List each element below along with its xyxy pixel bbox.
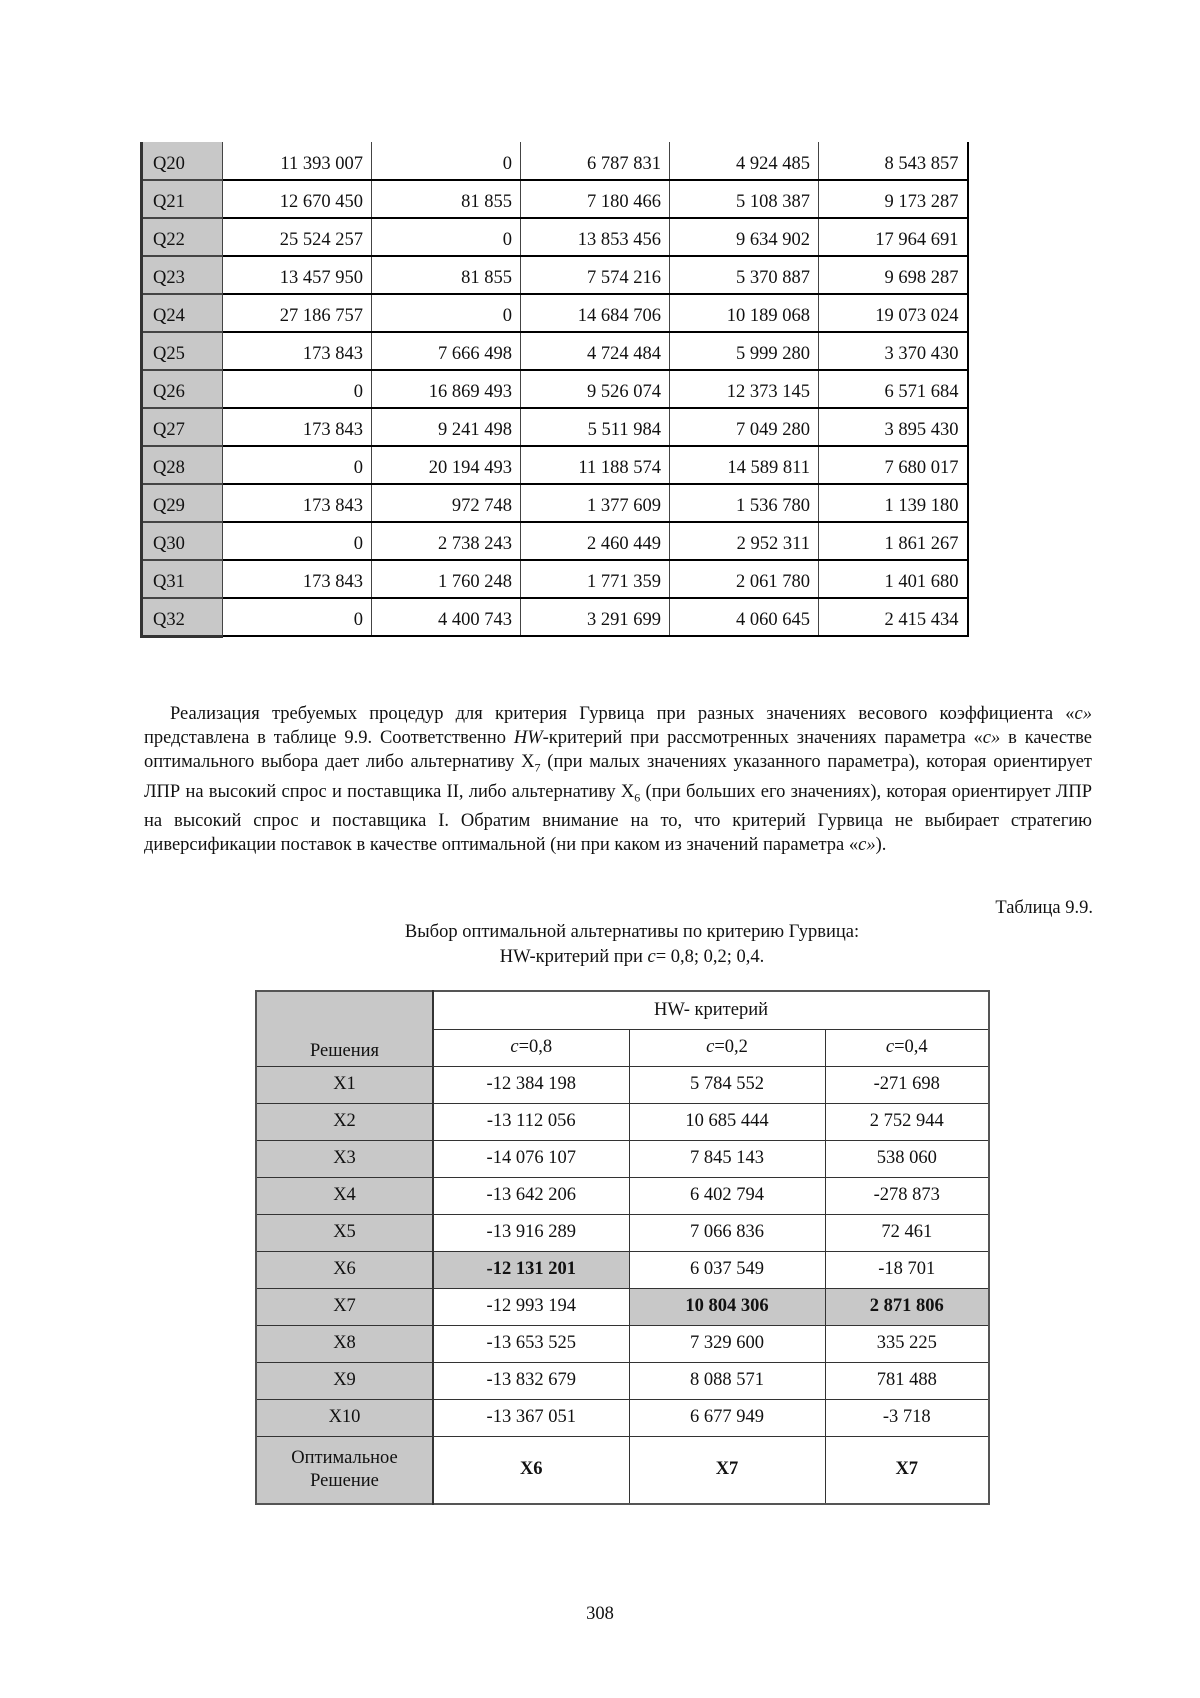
table-cell: 7 574 216 [521, 256, 670, 294]
table-row [142, 180, 968, 218]
table-cell: 4 724 484 [521, 332, 670, 370]
table-cell: 17 964 691 [819, 218, 968, 256]
criterion-value: -12 993 194 [433, 1288, 629, 1325]
table-cell: 4 060 645 [670, 598, 819, 636]
optimal-label-line-2: Решение [310, 1470, 379, 1491]
table-cell: 12 670 450 [223, 180, 372, 218]
table-row [256, 1214, 989, 1251]
table-cell: 0 [223, 522, 372, 560]
row-label: Q25 [142, 332, 223, 370]
table-cell: 9 698 287 [819, 256, 968, 294]
parameter-column-header [629, 1029, 825, 1066]
table-cell: 173 843 [223, 560, 372, 598]
row-label: Q31 [142, 560, 223, 598]
param-c: с» [858, 835, 876, 856]
row-label: Q32 [142, 598, 223, 636]
table-row [256, 1251, 989, 1288]
criterion-value: -13 642 206 [433, 1177, 629, 1214]
optimal-label-line-1: Оптимальное [291, 1447, 398, 1468]
table-row [142, 256, 968, 294]
param-value: =0,4 [894, 1037, 928, 1057]
table-row [142, 218, 968, 256]
table-cell: 7 049 280 [670, 408, 819, 446]
criterion-value: -18 701 [825, 1251, 989, 1288]
criterion-value: 6 402 794 [629, 1177, 825, 1214]
table-row [142, 142, 968, 180]
table-row [256, 1177, 989, 1214]
table-cell: 12 373 145 [670, 370, 819, 408]
table-cell: 5 999 280 [670, 332, 819, 370]
caption-line-2 [257, 945, 1007, 970]
table-cell: 7 666 498 [372, 332, 521, 370]
subscript: 7 [534, 760, 541, 775]
criterion-value: -13 653 525 [433, 1325, 629, 1362]
criterion-value: -3 718 [825, 1399, 989, 1436]
text-run: (при малых значениях указанного параметра), которая ориентирует ЛПР на высокий спрос и поставщика II, либо альтернативу Х [144, 752, 1092, 802]
row-label: Q21 [142, 180, 223, 218]
criterion-value: 6 677 949 [629, 1399, 825, 1436]
continuation-table-body [142, 142, 968, 636]
text-run: (при больших его значениях), которая ориентирует ЛПР на высокий спрос и поставщика I. Обратим внимание на то, что критерий Гурвица не выбирает стратегию диверсификации поставок в качестве оптимальной (ни при каком из значений параметра « [144, 781, 1092, 856]
decision-label: X4 [256, 1177, 433, 1214]
criterion-value: -13 367 051 [433, 1399, 629, 1436]
decision-label: X5 [256, 1214, 433, 1251]
table-cell: 13 853 456 [521, 218, 670, 256]
row-label: Q30 [142, 522, 223, 560]
table-cell: 19 073 024 [819, 294, 968, 332]
criterion-value: -13 832 679 [433, 1362, 629, 1399]
table-cell: 9 173 287 [819, 180, 968, 218]
param-c: с» [982, 728, 1001, 748]
criterion-value: -14 076 107 [433, 1140, 629, 1177]
text-run: представлена в таблице 9.9. Соответственно [144, 728, 514, 748]
param-c: с» [1074, 704, 1092, 724]
table-row [142, 294, 968, 332]
parameter-column-header [433, 1029, 629, 1066]
table-cell: 5 370 887 [670, 256, 819, 294]
subscript: 6 [634, 790, 641, 805]
table-caption [257, 920, 1007, 970]
table-cell: 1 771 359 [521, 560, 670, 598]
table-row [256, 1103, 989, 1140]
param-c: с [510, 1037, 519, 1057]
criterion-value: 781 488 [825, 1362, 989, 1399]
table-cell: 0 [223, 598, 372, 636]
hurwicz-table [255, 990, 990, 1505]
optimal-label [256, 1436, 433, 1504]
table-row [256, 1362, 989, 1399]
caption-text: HW-критерий при [499, 947, 648, 967]
decision-label: X3 [256, 1140, 433, 1177]
param-value: =0,8 [518, 1037, 553, 1057]
table-cell: 11 393 007 [223, 142, 372, 180]
criterion-value: 10 804 306 [629, 1288, 825, 1325]
table-cell: 173 843 [223, 408, 372, 446]
criterion-value: 10 685 444 [629, 1103, 825, 1140]
criterion-value: 7 329 600 [629, 1325, 825, 1362]
criterion-value: 538 060 [825, 1140, 989, 1177]
text-run: -критерий при рассмотренных значениях параметра « [542, 728, 983, 748]
criterion-value: 72 461 [825, 1214, 989, 1251]
table-number: Таблица 9.9. [995, 898, 1093, 918]
criterion-value: 5 784 552 [629, 1066, 825, 1103]
param-c: с [885, 1037, 895, 1057]
table-cell: 1 536 780 [670, 484, 819, 522]
caption-line-1: Выбор оптимальной альтернативы по критерию Гурвица: [404, 922, 860, 942]
table-row [142, 370, 968, 408]
text-run: Реализация требуемых процедур для критерия Гурвица при разных значениях весового коэффициента « [170, 704, 1075, 724]
table-cell: 3 895 430 [819, 408, 968, 446]
table-cell: 5 511 984 [521, 408, 670, 446]
table-row [142, 484, 968, 522]
row-label: Q20 [142, 142, 223, 180]
table-cell: 9 241 498 [372, 408, 521, 446]
table-cell: 10 189 068 [670, 294, 819, 332]
table-row [256, 1399, 989, 1436]
table-cell: 27 186 757 [223, 294, 372, 332]
table-cell: 5 108 387 [670, 180, 819, 218]
table-cell: 0 [223, 370, 372, 408]
decision-label: X10 [256, 1399, 433, 1436]
table-cell: 4 924 485 [670, 142, 819, 180]
table-cell: 20 194 493 [372, 446, 521, 484]
criterion-value: 2 871 806 [825, 1288, 989, 1325]
row-label: Q29 [142, 484, 223, 522]
criterion-value: -278 873 [825, 1177, 989, 1214]
row-label: Q23 [142, 256, 223, 294]
decision-label: X9 [256, 1362, 433, 1399]
criterion-value: -271 698 [825, 1066, 989, 1103]
table-cell: 81 855 [372, 180, 521, 218]
table-row [256, 1140, 989, 1177]
row-label: Q24 [142, 294, 223, 332]
table-cell: 11 188 574 [521, 446, 670, 484]
param-value: =0,2 [714, 1037, 748, 1057]
param-c: с [706, 1037, 715, 1057]
table-row [142, 446, 968, 484]
table-cell: 1 377 609 [521, 484, 670, 522]
table-cell: 8 543 857 [819, 142, 968, 180]
table-cell: 3 370 430 [819, 332, 968, 370]
table-cell: 9 634 902 [670, 218, 819, 256]
header-row [256, 991, 989, 1029]
hw-italic: HW [513, 728, 543, 748]
optimal-choice: X6 [433, 1436, 629, 1504]
hw-criterion-header: HW- критерий [433, 991, 989, 1029]
table-cell: 2 460 449 [521, 522, 670, 560]
criterion-value: 7 845 143 [629, 1140, 825, 1177]
table-cell: 6 571 684 [819, 370, 968, 408]
table-cell: 25 524 257 [223, 218, 372, 256]
table-cell: 173 843 [223, 484, 372, 522]
table-cell: 7 180 466 [521, 180, 670, 218]
decision-label: X7 [256, 1288, 433, 1325]
text-run: ). [875, 835, 887, 856]
criterion-value: -13 916 289 [433, 1214, 629, 1251]
table-cell: 9 526 074 [521, 370, 670, 408]
criterion-value: -13 112 056 [433, 1103, 629, 1140]
decisions-header: Решения [256, 991, 433, 1066]
decision-label: X2 [256, 1103, 433, 1140]
decision-label: X1 [256, 1066, 433, 1103]
criterion-value: -12 384 198 [433, 1066, 629, 1103]
criterion-value: 7 066 836 [629, 1214, 825, 1251]
table-cell: 0 [372, 142, 521, 180]
table-cell: 81 855 [372, 256, 521, 294]
optimal-choice: X7 [825, 1436, 989, 1504]
table-cell: 1 139 180 [819, 484, 968, 522]
table-cell: 1 861 267 [819, 522, 968, 560]
table-row [256, 1325, 989, 1362]
body-paragraph [144, 702, 1092, 857]
table-row [142, 408, 968, 446]
table-row [142, 598, 968, 636]
table-cell: 2 415 434 [819, 598, 968, 636]
table-cell: 1 401 680 [819, 560, 968, 598]
table-cell: 2 952 311 [670, 522, 819, 560]
table-row [142, 332, 968, 370]
table-cell: 16 869 493 [372, 370, 521, 408]
table-cell: 13 457 950 [223, 256, 372, 294]
table-cell: 6 787 831 [521, 142, 670, 180]
table-cell: 2 061 780 [670, 560, 819, 598]
continuation-table [140, 142, 969, 638]
row-label: Q28 [142, 446, 223, 484]
table-cell: 173 843 [223, 332, 372, 370]
table-cell: 4 400 743 [372, 598, 521, 636]
table-cell: 7 680 017 [819, 446, 968, 484]
param-c: с [647, 947, 656, 967]
table-row [256, 1288, 989, 1325]
optimal-choice: X7 [629, 1436, 825, 1504]
table-cell: 1 760 248 [372, 560, 521, 598]
table-cell: 14 589 811 [670, 446, 819, 484]
parameter-column-header [825, 1029, 989, 1066]
row-label: Q27 [142, 408, 223, 446]
row-label: Q26 [142, 370, 223, 408]
criterion-value: 2 752 944 [825, 1103, 989, 1140]
table-row [142, 522, 968, 560]
table-row [142, 560, 968, 598]
text-run: в качестве оптимального выбора дает либо альтернативу Х [144, 728, 1093, 772]
table-cell: 3 291 699 [521, 598, 670, 636]
criterion-value: 335 225 [825, 1325, 989, 1362]
decision-label: X6 [256, 1251, 433, 1288]
criterion-value: 6 037 549 [629, 1251, 825, 1288]
criterion-value: 8 088 571 [629, 1362, 825, 1399]
table-cell: 0 [372, 294, 521, 332]
caption-text: = 0,8; 0,2; 0,4. [655, 947, 765, 967]
hurwicz-table-body [256, 991, 989, 1504]
table-cell: 0 [372, 218, 521, 256]
criterion-value: -12 131 201 [433, 1251, 629, 1288]
optimal-row [256, 1436, 989, 1504]
table-cell: 0 [223, 446, 372, 484]
row-label: Q22 [142, 218, 223, 256]
table-cell: 14 684 706 [521, 294, 670, 332]
table-cell: 2 738 243 [372, 522, 521, 560]
table-cell: 972 748 [372, 484, 521, 522]
decision-label: X8 [256, 1325, 433, 1362]
table-row [256, 1066, 989, 1103]
page-number: 308 [586, 1604, 614, 1624]
